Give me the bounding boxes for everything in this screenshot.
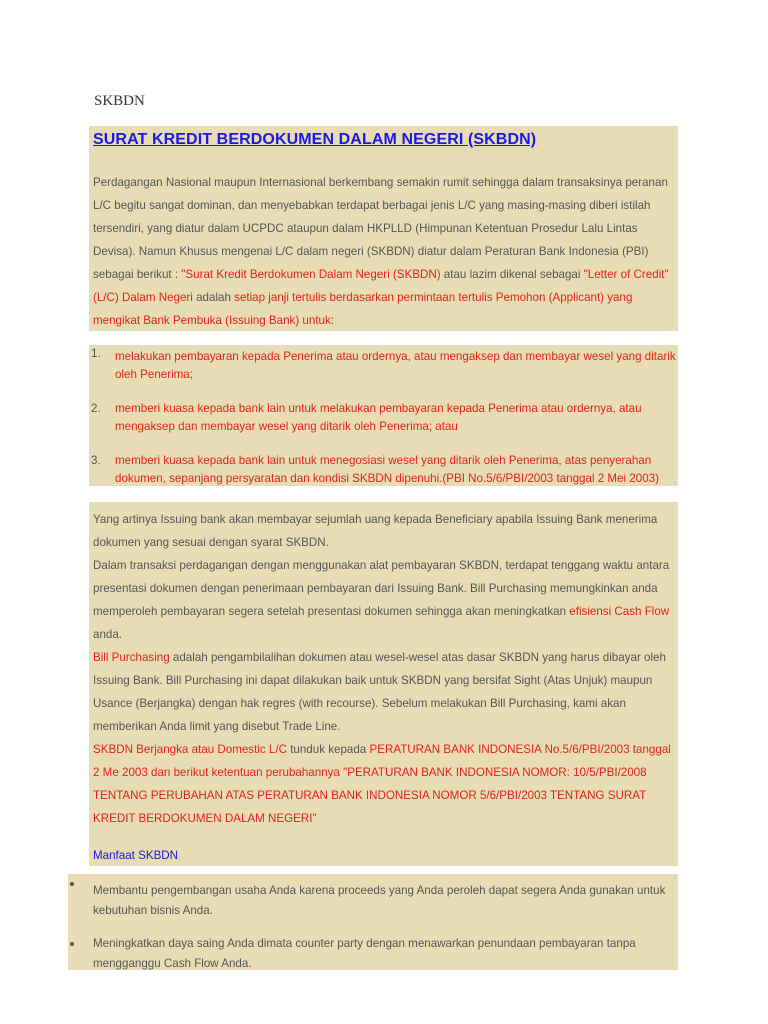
numbered-list <box>89 345 678 488</box>
list-item <box>89 452 678 488</box>
list-item-text: memberi kuasa kepada bank lain untuk melakukan pembayaran kepada Penerima atau ordernya, atau mengaksep dan membayar wesel yang ditarik oleh Penerima; atau <box>115 402 642 433</box>
body-text-4: tunduk kepada <box>286 743 370 756</box>
intro-red-1: "Surat Kredit Berdokumen Dalam Negeri (SKBDN) <box>181 268 441 281</box>
main-heading-link[interactable]: SURAT KREDIT BERDOKUMEN DALAM NEGERI (SKBDN) <box>93 131 537 148</box>
list-item-text: memberi kuasa kepada bank lain untuk menegosiasi wesel yang ditarik oleh Penerima, atas penyerahan dokumen, sepanjang persyaratan dan kondisi SKBDN dipenuhi.(PBI No.5/6/PBI/2003 tanggal 2 Mei 2003) <box>115 454 659 485</box>
list-item-text: Meningkatkan daya saing Anda dimata counter party dengan menawarkan penundaan pembayaran tanpa mengganggu Cash Flow Anda. <box>93 937 636 970</box>
list-item <box>68 934 678 974</box>
bullet-icon <box>70 882 74 886</box>
intro-text-3: adalah <box>192 291 235 304</box>
intro-red-3: setiap janji tertulis berdasarkan permintaan tertulis Pemohon (Applicant) yang mengikat Bank Pembuka (Issuing Bank) untuk: <box>93 291 633 327</box>
numbered-list-section <box>89 345 678 486</box>
intro-paragraph <box>93 171 674 332</box>
body-text-2b: anda. <box>93 628 123 641</box>
list-item-text: Membantu pengembangan usaha Anda karena proceeds yang Anda peroleh dapat segera Anda gunakan untuk kebutuhan bisnis Anda. <box>93 884 666 917</box>
list-item <box>68 874 678 921</box>
body-text-3: adalah pengambilalihan dokumen atau wesel-wesel atas dasar SKBDN yang harus dibayar oleh Issuing Bank. Bill Purchasing ini dapat dilakukan baik untuk SKBDN yang bersifat Sight (Atas Unjuk) maupun Usance (Berjangka) dengan hak regres (with recourse). Sebelum melakukan Bill Purchasing, kami akan memberikan Anda limit yang disebut Trade Line. <box>93 651 666 733</box>
intro-section <box>89 126 678 331</box>
list-item <box>89 400 678 436</box>
list-marker: 2. <box>91 402 101 415</box>
list-marker: 1. <box>91 347 101 360</box>
list-item-text: melakukan pembayaran kepada Penerima atau ordernya, atau mengaksep dan membayar wesel yang ditarik oleh Penerima; <box>115 350 676 381</box>
body-paragraph <box>93 502 674 867</box>
document-title: SKBDN <box>94 93 145 109</box>
body-section <box>89 502 678 866</box>
intro-text-2: atau lazim dikenal sebagai <box>440 268 584 281</box>
body-text-2a: Dalam transaksi perdagangan dengan menggunakan alat pembayaran SKBDN, terdapat tenggang waktu antara presentasi dokumen dengan penerimaan pembayaran dari Issuing Bank. Bill Purchasing memungkinkan anda memperoleh pembayaran segera setelah presentasi dokumen sehingga akan meningkatkan <box>93 559 670 618</box>
benefits-list <box>68 874 678 974</box>
benefits-section <box>68 874 678 970</box>
list-marker: 3. <box>91 454 101 467</box>
list-item <box>89 345 678 384</box>
peraturan-highlight: PERATURAN BANK INDONESIA No.5/6/PBI/2003 tanggal 2 Me 2003 dan berikut ketentuan perubahannya "PERATURAN BANK INDONESIA NOMOR: 10/5/PBI/2008 TENTANG PERUBAHAN ATAS PERATURAN BANK INDONESIA NOMOR 5/6/PBI/2003 TENTANG SURAT KREDIT BERDOKUMEN DALAM NEGERI" <box>93 743 671 825</box>
manfaat-heading-link[interactable]: Manfaat SKBDN <box>93 849 179 862</box>
bill-purchasing-highlight: Bill Purchasing <box>93 651 170 664</box>
intro-red-2: "Letter of Credit" (L/C) Dalam Negeri <box>93 268 669 304</box>
skbdn-berjangka-highlight: SKBDN Berjangka atau Domestic L/C <box>93 743 287 756</box>
efisiensi-highlight: efisiensi Cash Flow <box>569 605 670 618</box>
bullet-icon <box>70 942 74 946</box>
body-text-1: Yang artinya Issuing bank akan membayar sejumlah uang kepada Beneficiary apabila Issuing Bank menerima dokumen yang sesuai dengan syarat SKBDN. <box>93 513 658 549</box>
intro-text-1: Perdagangan Nasional maupun Internasional berkembang semakin rumit sehingga dalam transaksinya peranan L/C begitu sangat dominan, dan menyebabkan terdapat berbagai jenis L/C yang masing-masing diberi istilah tersendiri, yang diatur dalam UCPDC ataupun dalam HKPLLD (Himpunan Ketentuan Prosedur Lalu Lintas Devisa). Namun Khusus mengenai L/C dalam negeri (SKBDN) diatur dalam Peraturan Bank Indonesia (PBI) sebagai berikut : <box>93 176 668 281</box>
